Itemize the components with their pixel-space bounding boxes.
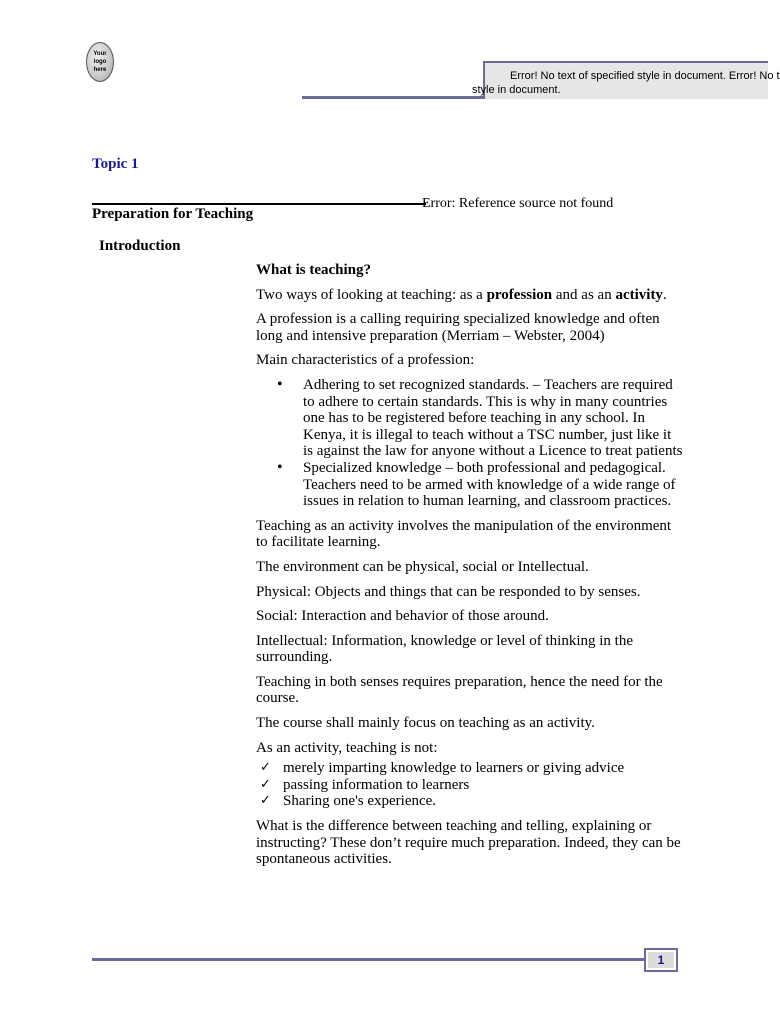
check-icon: ✓ [260,776,271,792]
topic-label: Topic 1 [92,156,139,172]
intellectual-paragraph: Intellectual: Information, knowledge or level of thinking in the surrounding. [256,632,633,666]
list-item: ✓ Sharing one's experience. [260,793,437,810]
topic-title: Preparation for Teaching [92,206,254,222]
logo-placeholder [86,42,114,82]
reference-error: Error: Reference source not found [422,196,614,211]
focus-paragraph: The course shall mainly focus on teaching as an activity. [256,715,595,732]
difference-paragraph: What is the difference between teaching and telling, explaining or instructing? These don’t require much preparation. Indeed, they can be spontaneous activities. [256,818,681,868]
logo-text: Your logo here [93,51,107,73]
environment-paragraph: The environment can be physical, social or Intellectual. [256,558,589,575]
preparation-paragraph: Teaching in both senses requires preparation, hence the need for the course. [256,673,663,707]
header-error-line-2: style in document. [472,84,561,96]
list-item: • Specialized knowledge – both professional and pedagogical. Teachers need to be armed with knowledge of a wide range of issues in relation to human learning, and classroom practices. [256,460,684,510]
check-icon: ✓ [260,793,271,809]
activity-definition: Teaching as an activity involves the manipulation of the environment to facilitate learning. [256,517,672,551]
list-item: ✓ merely imparting knowledge to learners or giving advice [260,760,625,777]
header-error-line-1: Error! No text of specified style in document. Error! No t [510,70,780,82]
list-item: • Adhering to set recognized standards. – Teachers are required to adhere to certain standards. This is why in many countries one has to be registered before teaching in any school. In Kenya, it is illegal to teach without a TSC number, just like it is against the law for anyone without a Licence to treat patients [256,377,684,460]
page-number-box [644,948,678,972]
social-paragraph: Social: Interaction and behavior of those around. [256,608,549,625]
two-ways-paragraph: Two ways of looking at teaching: as a profession and as an activity. [256,286,667,303]
physical-paragraph: Physical: Objects and things that can be responded to by senses. [256,583,641,600]
list-item: ✓ passing information to learners [260,776,470,793]
characteristics-list [256,377,684,510]
profession-term: profession [486,286,553,303]
page-number: 1 [648,952,674,968]
body-content [256,262,684,876]
not-intro: As an activity, teaching is not: [256,739,438,756]
header-error-text [472,69,780,97]
activity-term: activity [615,286,663,303]
header-rule [302,96,483,99]
not-list [256,760,684,810]
question-heading: What is teaching? [256,262,372,278]
section-heading: Introduction [99,238,181,254]
footer-rule [92,958,644,961]
title-rule [92,203,426,205]
characteristics-intro: Main characteristics of a profession: [256,352,475,369]
profession-definition: A profession is a calling requiring specialized knowledge and often long and intensive preparation (Merriam – Webster, 2004) [256,311,660,344]
check-icon: ✓ [260,760,271,776]
